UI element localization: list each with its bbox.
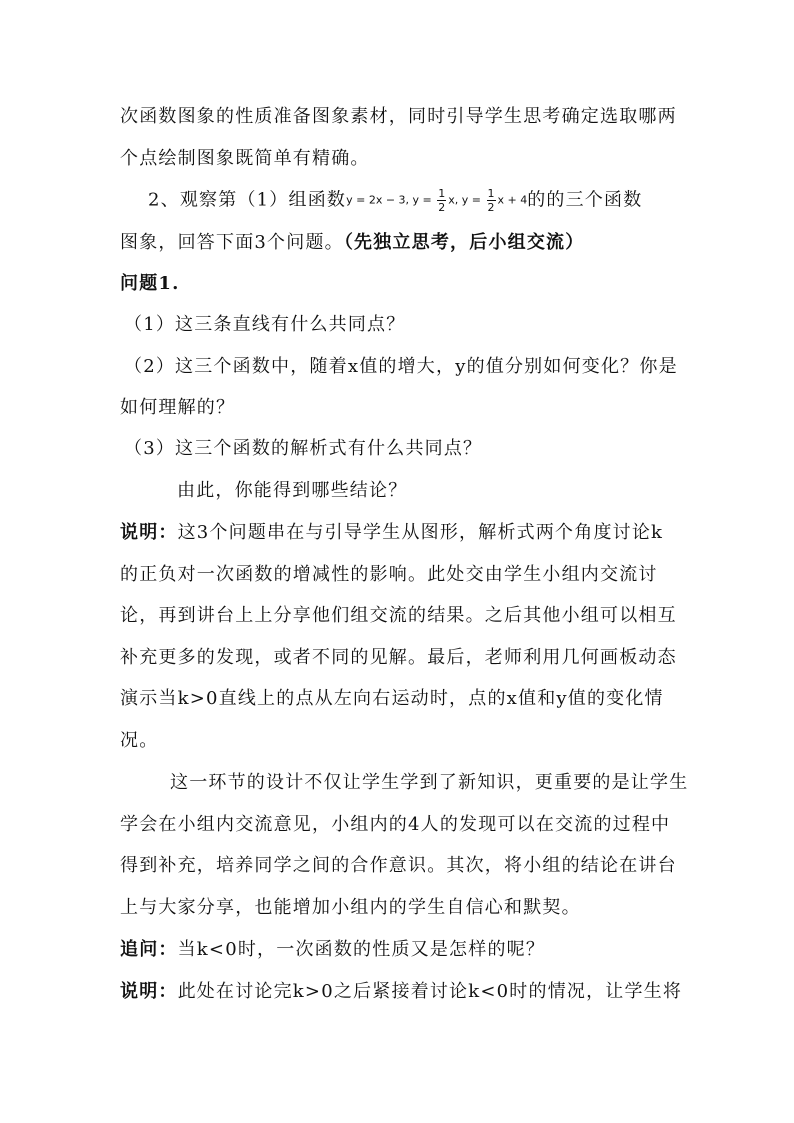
explanation-text-1: 这3个问题串在与引导学生从图形，解析式两个角度讨论k [177, 522, 664, 543]
design-paragraph-line-3: 得到补充，培养同学之间的合作意识。其次，将小组的结论在讲台 [120, 855, 677, 876]
follow-up-text: 当k<0时，一次函数的性质又是怎样的呢？ [177, 939, 546, 960]
explanation-2-label: 说明： [120, 981, 178, 1002]
explanation-line-2: 的正负对一次函数的增减性的影响。此处交由学生小组内交流讨 [120, 564, 658, 585]
paragraph-line-2: 个点绘制图象既简单有精确。 [120, 148, 370, 169]
sub-question-2-cont: 如何理解的？ [120, 397, 236, 418]
line-4-bold-text: （先独立思考，后小组交流） [343, 232, 585, 253]
question-1-heading: 问题1. [120, 273, 180, 294]
follow-up-label: 追问： [120, 939, 178, 960]
conclusion-prompt: 由此，你能得到哪些结论？ [177, 480, 408, 501]
question-2-prefix: 2、观察第（1）组函数 [148, 189, 347, 211]
equation-part-3: x + 4 [497, 193, 528, 207]
question-2-suffix: 的的三个函数 [527, 189, 643, 211]
explanation-line-4: 补充更多的发现，或者不同的见解。最后，老师利用几何画板动态 [120, 647, 677, 668]
explanation-line-3: 论，再到讲台上上分享他们组交流的结果。之后其他小组可以相互 [120, 605, 677, 626]
paragraph-line-4 [120, 231, 584, 255]
sub-question-3: （3）这三个函数的解析式有什么共同点？ [124, 438, 483, 459]
design-paragraph-line-4: 上与大家分享，也能增加小组内的学生自信心和默契。 [120, 897, 581, 918]
paragraph-line-1: 次函数图象的性质准备图象素材，同时引导学生思考确定选取哪两 [120, 106, 677, 127]
question-2-line [148, 187, 642, 214]
fraction-2-numerator: 1 [487, 187, 495, 200]
follow-up-question [120, 938, 545, 962]
explanation-line-5: 演示当k>0直线上的点从左向右运动时，点的x值和y值的变化情 [120, 688, 664, 709]
fraction-1 [437, 187, 446, 214]
explanation-line-6: 况。 [120, 730, 159, 751]
sub-question-1: （1）这三条直线有什么共同点？ [124, 314, 406, 335]
fraction-2-denominator: 2 [487, 201, 495, 214]
fraction-1-numerator: 1 [438, 187, 446, 200]
explanation-2-text: 此处在讨论完k>0之后紧接着讨论k<0时的情况，让学生将 [177, 981, 683, 1002]
explanation-label: 说明： [120, 522, 178, 543]
equation-part-1: y = 2x − 3, y = [346, 193, 436, 207]
design-paragraph-line-2: 学会在小组内交流意见，小组内的4人的发现可以在交流的过程中 [120, 814, 671, 835]
fraction-2 [487, 187, 496, 214]
sub-question-2: （2）这三个函数中，随着x值的增大，y的值分别如何变化？你是 [124, 356, 678, 377]
explanation-2-line [120, 980, 682, 1004]
fraction-1-denominator: 2 [438, 201, 446, 214]
line-4-text: 图象，回答下面3个问题。 [120, 232, 344, 253]
equation-part-2: x, y = [448, 193, 485, 207]
explanation-line-1 [120, 521, 663, 545]
design-paragraph-line-1: 这一环节的设计不仅让学生学到了新知识，更重要的是让学生 [170, 772, 689, 793]
